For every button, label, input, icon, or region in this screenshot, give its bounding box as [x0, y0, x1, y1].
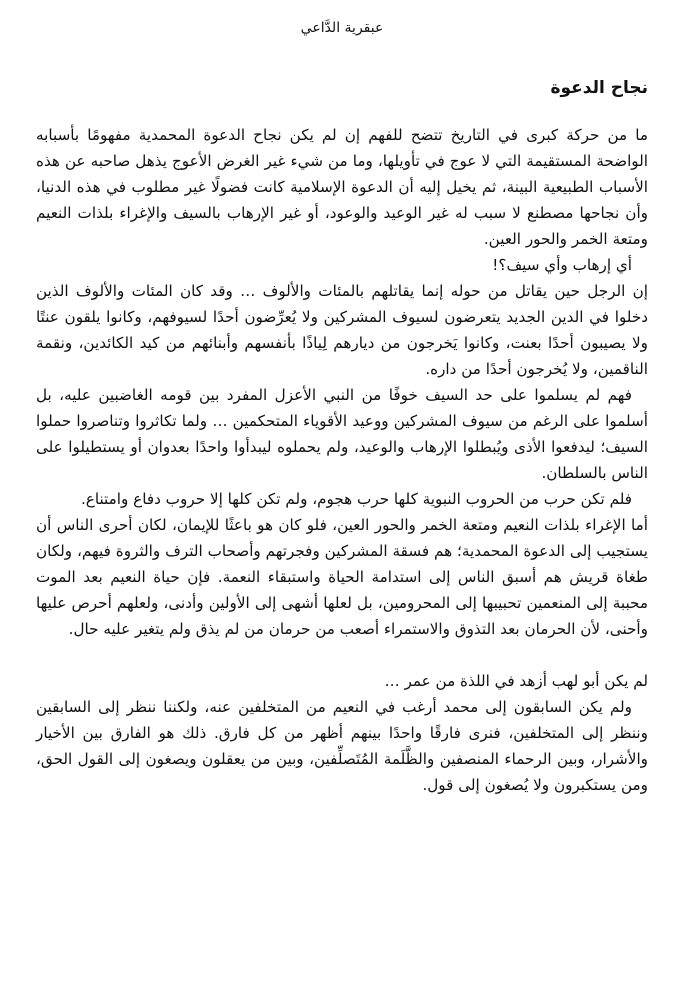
paragraph-1: ما من حركة كبرى في التاريخ تتضح للفهم إن لم يكن نجاح الدعوة المحمدية مفهومًا بأسبابه الواضحة المستقيمة التي لا عوج في تأويلها، وما من شيء غير الغرض الأعوج يذهل صاحبه عن هذه الأسباب الطبيعية البينة، ثم يخيل إليه أن الدعوة الإسلامية كانت فضولًا غير مطلوب في هذه الدنيا، وأن نجاحها مصطنع لا سبب له غير الوعيد والوعود، أو غير الإرهاب بالسيف والإغراء بلذات النعيم ومتعة الخمر والحور العين. — [36, 126, 648, 248]
body-text — [36, 122, 648, 798]
paragraph-2: أي إرهاب وأي سيف؟! — [492, 256, 632, 274]
paragraph-5: فلم تكن حرب من الحروب النبوية كلها حرب هجوم، ولم تكن كلها إلا حروب دفاع وامتناع. — [80, 490, 632, 508]
paragraph-6: أما الإغراء بلذات النعيم ومتعة الخمر والحور العين، فلو كان هو باعثًا للإيمان، لكان أحرى الناس أن يستجيب إلى الدعوة المحمدية؛ هم فسقة المشركين وفجرتهم وأصحاب الترف والثروة فيهم، ولكان طغاة قريش هم أسبق الناس إلى استدامة الحياة واستبقاء النعمة. فإن حياة النعيم بعد الموت محببة إلى المنعمين تحبيبها إلى المحرومين، بل لعلها أشهى إلى الأولين وأدنى، ولعلهم أحرص عليها وأحنى، لأن الحرمان بعد التذوق والاستمراء أصعب من حرمان من لم يذق ولم يتغير عليه حال. — [36, 516, 648, 638]
chapter-title: نجاح الدعوة — [550, 78, 648, 98]
paragraph-3: إن الرجل حين يقاتل من حوله إنما يقاتلهم بالمئات والألوف … وقد كان المئات والألوف الذين دخلوا في الدين الجديد يتعرضون لسيوف المشركين ولا يُعرِّضون أحدًا لسيوفهم، وكانوا يلقون عنتًا ولا يصيبون أحدًا بعنت، وكانوا يَخرجون من ديارهم لِياذًا بأنفسهم وأبنائهم من كيد الكائدين، ونقمة الناقمين، ولا يُخرجون أحدًا من داره. — [36, 282, 648, 378]
paragraph-4: فهم لم يسلموا على حد السيف خوفًا من النبي الأعزل المفرد بين قومه الغاضبين عليه، بل أسلموا على الرغم من سيوف المشركين ووعيد الأقوياء المتحكمين … ولما تكاثروا وتناصروا حملوا السيف؛ ليدفعوا الأذى ويُبطلوا الإرهاب والوعيد، ولم يحملوه ليبدأوا واحدًا بعدوان أو يستطيلوا على الناس بالسلطان. — [36, 386, 648, 482]
paragraph-7: لم يكن أبو لهب أزهد في اللذة من عمر … — [384, 672, 648, 690]
running-header: عبقرية الدَّاعي — [300, 20, 384, 36]
paragraph-8: ولم يكن السابقون إلى محمد أرغب في النعيم من المتخلفين عنه، ولكننا ننظر إلى السابقين وننظر إلى المتخلفين، فنرى فارقًا واحدًا بينهم أظهر من كل فارق. ذلك هو الفارق بين الأخيار والأشرار، وبين الرحماء المنصفين والظَّلَمة المُتَصلِّفين، وبين من يعقلون ويصغون إلى القول الحق، ومن يستكبرون ولا يُصغون إلى قول. — [36, 698, 648, 794]
